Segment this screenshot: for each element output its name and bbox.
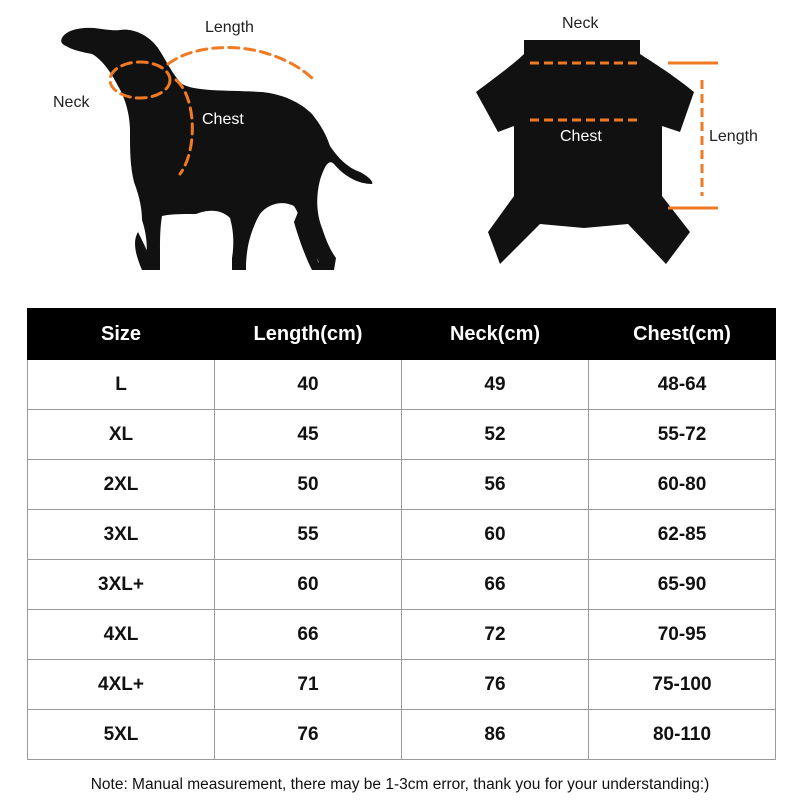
neck-cell: 52 [402, 410, 589, 460]
neck-cell: 56 [402, 460, 589, 510]
length-cell: 40 [215, 360, 402, 410]
length-cell: 55 [215, 510, 402, 560]
garment-chest-label: Chest [560, 128, 602, 145]
measurement-diagrams [0, 0, 800, 300]
size-cell: L [28, 360, 215, 410]
length-cell: 71 [215, 660, 402, 710]
dog-silhouette [61, 28, 372, 270]
garment-length-label: Length [709, 128, 758, 145]
table-header-row [28, 309, 776, 360]
chest-cell: 62-85 [589, 510, 776, 560]
table-row [28, 510, 776, 560]
header-chest: Chest(cm) [589, 309, 776, 360]
dog-neck-label: Neck [53, 94, 90, 111]
table-row [28, 360, 776, 410]
length-cell: 76 [215, 710, 402, 760]
chest-cell: 55-72 [589, 410, 776, 460]
length-measure-line [168, 48, 314, 80]
dog-length-label: Length [205, 19, 254, 36]
chest-cell: 70-95 [589, 610, 776, 660]
size-chart-table [27, 308, 776, 760]
size-cell: 4XL+ [28, 660, 215, 710]
size-cell: XL [28, 410, 215, 460]
table-row [28, 460, 776, 510]
neck-cell: 66 [402, 560, 589, 610]
chest-cell: 75-100 [589, 660, 776, 710]
neck-cell: 49 [402, 360, 589, 410]
table-row [28, 410, 776, 460]
length-cell: 66 [215, 610, 402, 660]
measurement-note: Note: Manual measurement, there may be 1-3cm error, thank you for your understanding:) [90, 776, 710, 793]
table-row [28, 560, 776, 610]
header-size: Size [28, 309, 215, 360]
size-cell: 3XL+ [28, 560, 215, 610]
chest-cell: 48-64 [589, 360, 776, 410]
table-row [28, 660, 776, 710]
length-cell: 50 [215, 460, 402, 510]
neck-cell: 72 [402, 610, 589, 660]
table-row [28, 610, 776, 660]
table-row [28, 710, 776, 760]
size-cell: 2XL [28, 460, 215, 510]
length-cell: 45 [215, 410, 402, 460]
length-cell: 60 [215, 560, 402, 610]
garment-silhouette [476, 40, 694, 264]
illustration-area [0, 0, 800, 300]
garment-neck-label: Neck [562, 15, 599, 32]
header-neck: Neck(cm) [402, 309, 589, 360]
chest-cell: 80-110 [589, 710, 776, 760]
chest-cell: 65-90 [589, 560, 776, 610]
header-length: Length(cm) [215, 309, 402, 360]
size-cell: 5XL [28, 710, 215, 760]
size-cell: 4XL [28, 610, 215, 660]
chest-cell: 60-80 [589, 460, 776, 510]
neck-cell: 76 [402, 660, 589, 710]
size-cell: 3XL [28, 510, 215, 560]
neck-cell: 60 [402, 510, 589, 560]
dog-chest-label: Chest [202, 111, 244, 128]
neck-cell: 86 [402, 710, 589, 760]
